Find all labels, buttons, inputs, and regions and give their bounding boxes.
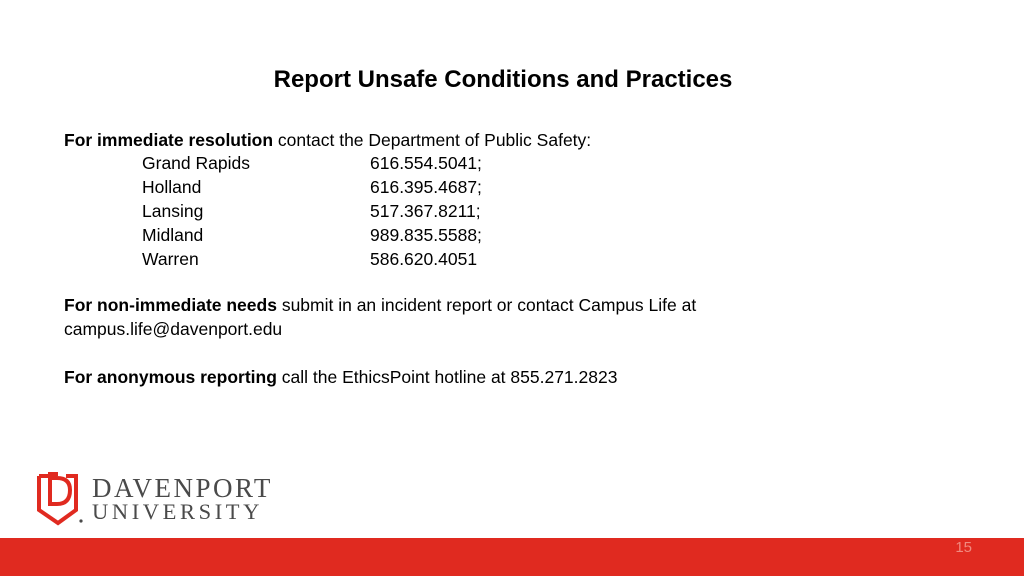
anonymous-reporting-paragraph xyxy=(64,365,617,389)
campus-life-email: campus.life@davenport.edu xyxy=(64,319,283,339)
public-safety-contact-list xyxy=(142,151,482,271)
contact-phone: 616.395.4687; xyxy=(370,177,482,197)
slide-title: Report Unsafe Conditions and Practices xyxy=(273,66,733,93)
contact-city: Midland xyxy=(142,225,204,245)
immediate-resolution-text: contact the Department of Public Safety: xyxy=(273,130,592,150)
immediate-resolution-paragraph xyxy=(64,128,591,152)
wordmark-line1: DAVENPORT xyxy=(92,473,273,503)
contact-city: Warren xyxy=(142,249,199,269)
contact-row xyxy=(142,151,482,175)
anonymous-reporting-heading: For anonymous reporting xyxy=(64,367,277,387)
contact-city: Lansing xyxy=(142,201,204,221)
immediate-resolution-heading: For immediate resolution xyxy=(64,130,274,150)
contact-phone: 586.620.4051 xyxy=(370,249,478,269)
contact-phone: 517.367.8211; xyxy=(370,201,481,221)
contact-city: Grand Rapids xyxy=(142,153,250,173)
contact-row xyxy=(142,199,482,223)
contact-city: Holland xyxy=(142,177,202,197)
non-immediate-heading: For non-immediate needs xyxy=(64,295,277,315)
non-immediate-text: submit in an incident report or contact Campus Life at xyxy=(276,295,697,315)
contact-row xyxy=(142,175,482,199)
non-immediate-paragraph xyxy=(64,293,696,341)
anonymous-reporting-text: call the EthicsPoint hotline at 855.271.2823 xyxy=(276,367,618,387)
contact-phone: 616.554.5041; xyxy=(370,153,482,173)
contact-row xyxy=(142,223,482,247)
contact-phone: 989.835.5588; xyxy=(370,225,482,245)
footer-bar xyxy=(0,538,1024,576)
page-number: 15 xyxy=(955,539,972,556)
university-wordmark xyxy=(92,473,273,524)
wordmark-line2: UNIVERSITY xyxy=(92,499,263,524)
contact-row xyxy=(142,247,482,271)
